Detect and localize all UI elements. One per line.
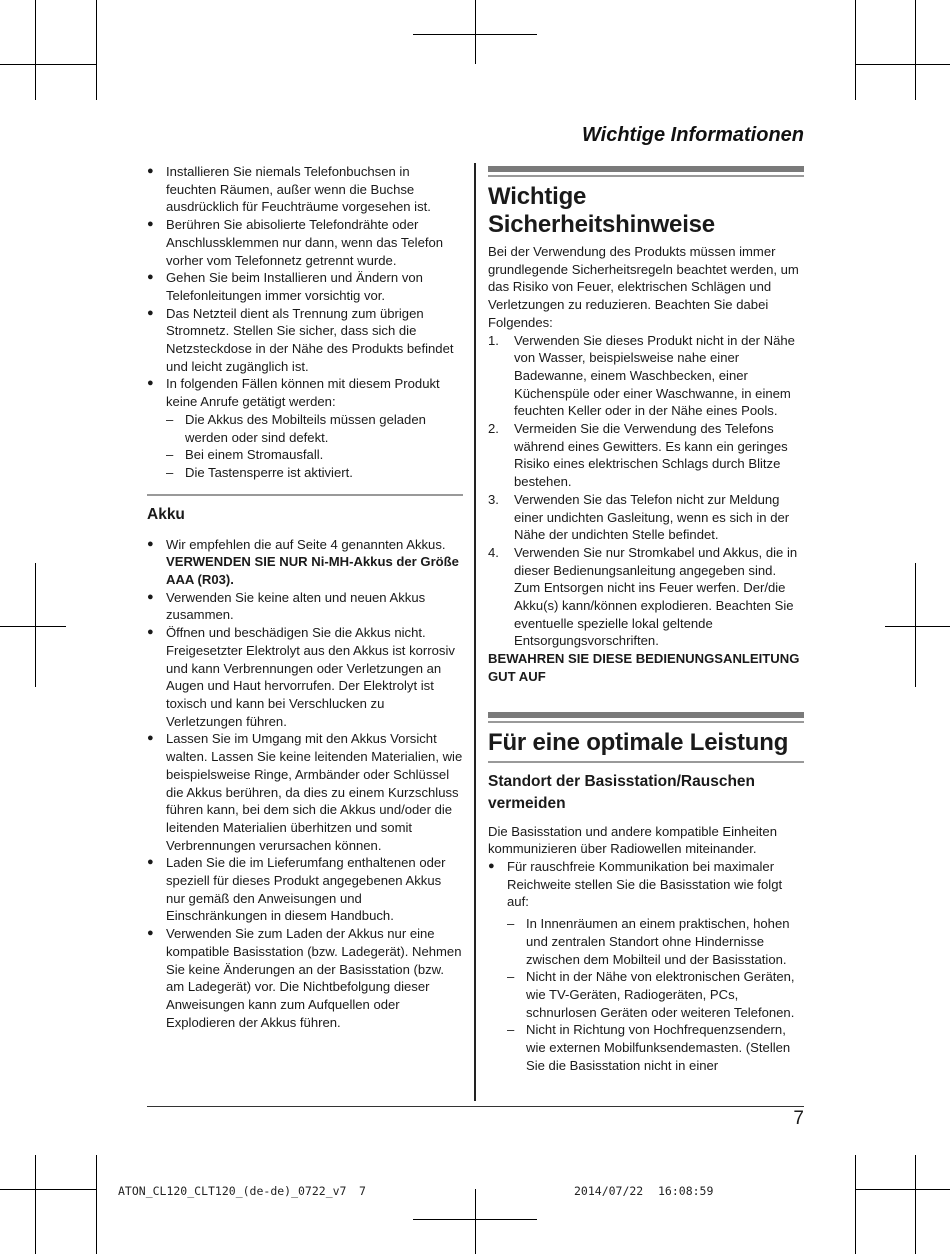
section-rule — [147, 494, 463, 496]
footer-rule — [147, 1106, 804, 1107]
item-number: 1. — [488, 332, 499, 348]
print-file-name: ATON_CL120_CLT120_(de-de)_0722_v7 — [118, 1184, 347, 1198]
dash-item: – Bei einem Stromausfall. — [166, 446, 463, 464]
page-header-title: Wichtige Informationen — [581, 124, 804, 146]
dash-item: – Nicht in der Nähe von elektronischen Geräten, wie TV-Geräten, Radiogeräten, PCs, schnurlosen Geräten oder weiteren Telefonen. — [507, 968, 804, 1021]
dash-item: – In Innenräumen an einem praktischen, hohen und zentralen Standort ohne Hindernisse zwischen dem Mobilteil und der Basisstation. — [507, 915, 804, 968]
right-column — [488, 163, 804, 1074]
safety-list — [488, 332, 804, 651]
item-number: 3. — [488, 491, 499, 507]
placement-bullets — [488, 858, 804, 1074]
item-text: Vermeiden Sie die Verwendung des Telefons während eines Gewitters. Es kann ein geringes Risiko eines elektrischen Schlags durch Blitze bestehen. — [514, 421, 788, 490]
section-bar — [488, 712, 804, 718]
list-item — [488, 420, 804, 491]
akku-heading: Akku — [147, 505, 185, 523]
list-item: ● Gehen Sie beim Installieren und Ändern von Telefonleitungen immer vorsichtig vor. — [147, 269, 463, 304]
print-date: 2014/07/22 — [574, 1184, 644, 1198]
safety-intro: Bei der Verwendung des Produkts müssen immer grundlegende Sicherheitsregeln beachtet werden, um das Risiko von Feuer, elektrischen Schlägen und Verletzungen zu reduzieren. Beachten Sie dabei Folgendes: — [488, 244, 799, 330]
section-bar — [488, 166, 804, 172]
list-item: ● Verwenden Sie keine alten und neuen Akkus zusammen. — [147, 589, 463, 624]
list-item — [147, 375, 463, 481]
list-item: ● Lassen Sie im Umgang mit den Akkus Vorsicht walten. Lassen Sie keine leitenden Materialien, wie beispielsweise Ringe, Armbänder oder Schlüssel die Akkus berühren, da dies zu einem Kurzschluss führen kann, bei dem sich die Akkus und/oder die leitenden Materialien überhitzen und somit Verbrennungen verursachen können. — [147, 730, 463, 854]
list-item — [488, 491, 804, 544]
performance-heading: Für eine optimale Leistung — [488, 728, 789, 756]
column-divider — [474, 163, 476, 1101]
akku-warning-bold: VERWENDEN SIE NUR Ni-MH-Akkus der Größe AAA (R03). — [166, 554, 459, 588]
akku-bullets — [147, 536, 463, 1032]
list-item — [488, 332, 804, 421]
dash-item: – Die Akkus des Mobilteils müssen geladen werden oder sind defekt. — [166, 411, 463, 446]
item-text: Verwenden Sie nur Stromkabel und Akkus, die in dieser Bedienungsanleitung angegeben sind. Zum Entsorgen nicht ins Feuer werfen. Der/die Akku(s) kann/können explodieren. Beachten Sie eventuelle spezielle lokal geltende Entsorgungsvorschriften. — [514, 544, 798, 649]
section-rule — [488, 721, 804, 723]
print-time: 16:08:59 — [658, 1184, 714, 1198]
list-item — [488, 858, 804, 1074]
dash-item: – Nicht in Richtung von Hochfrequenzsendern, wie externen Mobilfunksendemasten. (Stellen Sie die Basisstation nicht in einer — [507, 1021, 804, 1074]
list-item: ● Verwenden Sie zum Laden der Akkus nur eine kompatible Basisstation (bzw. Ladegerät). Nehmen Sie keine Änderungen an der Basisstation (bzw. am Ladegerät) vor. Die Nichtbefolgung dieser Anweisungen kann zum Aufquellen oder Explodieren der Akkus führen. — [147, 925, 463, 1031]
performance-intro: Die Basisstation und andere kompatible Einheiten kommunizieren über Radiowellen miteinander. — [488, 823, 777, 857]
akku-recommend-text: Wir empfehlen die auf Seite 4 genannten Akkus. — [166, 536, 446, 552]
no-call-conditions — [166, 411, 463, 482]
list-item: ● Öffnen und beschädigen Sie die Akkus nicht. Freigesetzter Elektrolyt aus den Akkus ist korrosiv und kann Verbrennungen oder Verletzungen an Augen und Haut hervorrufen. Der Elektrolyt ist toxisch und kann bei Verschlucken zu Verletzungen führen. — [147, 624, 463, 730]
list-item: ● Das Netzteil dient als Trennung zum übrigen Stromnetz. Stellen Sie sicher, dass sich die Netzsteckdose in der Nähe des Produkts befindet und leicht zugänglich ist. — [147, 305, 463, 376]
installation-bullets — [147, 163, 463, 482]
left-column — [147, 163, 463, 1031]
list-item: ● Berühren Sie abisolierte Telefondrähte oder Anschlussklemmen nur dann, wenn das Telefon vorher vom Telefonnetz getrennt wurde. — [147, 216, 463, 269]
keep-manual-notice: BEWAHREN SIE DIESE BEDIENUNGSANLEITUNG GUT AUF — [488, 651, 800, 684]
list-item: ● Laden Sie die im Lieferumfang enthaltenen oder speziell für dieses Produkt angegebenen Akkus nur gemäß den Anweisungen und Einschränkungen in diesem Handbuch. — [147, 854, 463, 925]
page-number: 7 — [793, 1108, 804, 1129]
dash-item: – Die Tastensperre ist aktiviert. — [166, 464, 463, 482]
item-number: 2. — [488, 421, 499, 437]
list-item: ● Installieren Sie niemals Telefonbuchsen in feuchten Räumen, außer wenn die Buchse ausdrücklich für Feuchträume vorgesehen ist. — [147, 163, 463, 216]
item-number: 4. — [488, 544, 499, 560]
list-item — [488, 544, 804, 650]
item-text: Verwenden Sie dieses Produkt nicht in der Nähe von Wasser, beispielsweise nahe einer Badewanne, einem Waschbecken, einer Küchenspüle oder einer Waschwanne, in einem feuchten Keller oder in der Nähe eines Pools. — [514, 332, 795, 419]
safety-heading: Wichtige Sicherheitshinweise — [488, 183, 715, 238]
section-rule — [488, 761, 804, 763]
item-text: Verwenden Sie das Telefon nicht zur Meldung einer undichten Gasleitung, wenn es sich in der Nähe der undichten Stelle befindet. — [514, 491, 790, 543]
print-page-number: 7 — [359, 1184, 366, 1198]
section-rule — [488, 175, 804, 177]
list-item-text: In folgenden Fällen können mit diesem Produkt keine Anrufe getätigt werden: — [166, 376, 440, 410]
list-item-text: Für rauschfreie Kommunikation bei maximaler Reichweite stellen Sie die Basisstation wie folgt auf: — [507, 858, 783, 910]
list-item — [147, 536, 463, 589]
base-location-subheading: Standort der Basisstation/Rauschen vermeiden — [488, 772, 756, 812]
placement-dash-list — [507, 915, 804, 1074]
